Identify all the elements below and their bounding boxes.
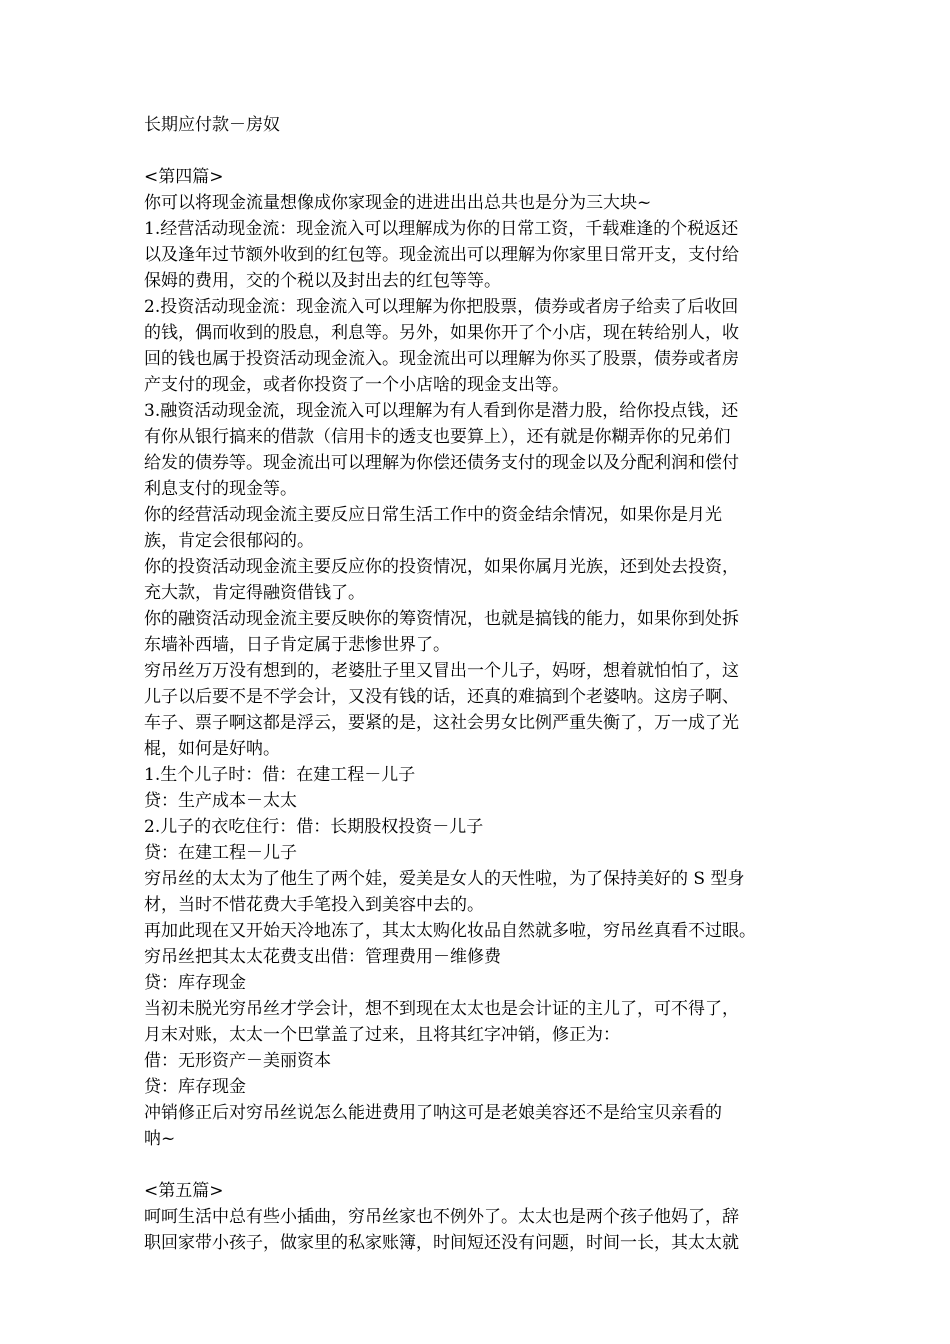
text-line: 借：无形资产－美丽资本 [144, 1051, 331, 1071]
text-line: 以及逢年过节额外收到的红包等。现金流出可以理解为你家里日常开支，支付给 [144, 245, 739, 265]
text-line: 材，当时不惜花费大手笔投入到美容中去的。 [144, 895, 484, 915]
text-line: 贷：库存现金 [144, 1077, 246, 1097]
text-line: 穷吊丝把其太太花费支出借：管理费用－维修费 [144, 947, 501, 967]
text-line: 当初未脱光穷吊丝才学会计，想不到现在太太也是会计证的主儿了，可不得了， [144, 999, 739, 1019]
text-line: 月末对账，太太一个巴掌盖了过来，且将其红字冲销，修正为： [144, 1025, 620, 1045]
text-line: 你的融资活动现金流主要反映你的筹资情况，也就是搞钱的能力，如果你到处拆 [144, 609, 739, 629]
text-line: 你的投资活动现金流主要反应你的投资情况，如果你属月光族，还到处去投资， [144, 557, 739, 577]
document-title: 长期应付款－房奴 [144, 115, 280, 135]
text-line: 东墙补西墙，日子肯定属于悲惨世界了。 [144, 635, 450, 655]
text-line: 有你从银行搞来的借款（信用卡的透支也要算上），还有就是你糊弄你的兄弟们 [144, 427, 731, 447]
text-line: <第四篇> [144, 167, 224, 187]
text-line: 穷吊丝万万没有想到的，老婆肚子里又冒出一个儿子，妈呀，想着就怕怕了，这 [144, 661, 739, 681]
text-line: 1.生个儿子时：借：在建工程－儿子 [144, 765, 416, 785]
text-line: 保姆的费用，交的个税以及封出去的红包等等。 [144, 271, 501, 291]
text-line: 给发的债券等。现金流出可以理解为你偿还债务支付的现金以及分配利润和偿付 [144, 453, 739, 473]
text-line: <第五篇> [144, 1181, 224, 1201]
text-line: 贷：库存现金 [144, 973, 246, 993]
blank-line [144, 138, 814, 164]
blank-line [144, 1152, 814, 1178]
text-line: 产支付的现金，或者你投资了一个小店啥的现金支出等。 [144, 375, 569, 395]
text-line: 你可以将现金流量想像成你家现金的进进出出总共也是分为三大块~ [144, 193, 652, 213]
text-line: 冲销修正后对穷吊丝说怎么能进费用了呐这可是老娘美容还不是给宝贝亲看的 [144, 1103, 722, 1123]
text-line: 棍，如何是好呐。 [144, 739, 280, 759]
text-line: 再加此现在又开始天冷地冻了，其太太购化妆品自然就多啦，穷吊丝真看不过眼。 [144, 921, 756, 941]
text-line: 3.融资活动现金流，现金流入可以理解为有人看到你是潜力股，给你投点钱，还 [144, 401, 739, 421]
text-line: 你的经营活动现金流主要反应日常生活工作中的资金结余情况，如果你是月光 [144, 505, 722, 525]
text-line: 回的钱也属于投资活动现金流入。现金流出可以理解为你买了股票，债券或者房 [144, 349, 739, 369]
text-line: 呵呵生活中总有些小插曲，穷吊丝家也不例外了。太太也是两个孩子他妈了，辞 [144, 1207, 739, 1227]
text-line: 利息支付的现金等。 [144, 479, 297, 499]
text-line: 充大款，肯定得融资借钱了。 [144, 583, 365, 603]
text-line: 职回家带小孩子，做家里的私家账簿，时间短还没有问题，时间一长，其太太就 [144, 1233, 739, 1253]
text-line: 贷：生产成本－太太 [144, 791, 297, 811]
text-line: 的钱，偶而收到的股息，利息等。另外，如果你开了个小店，现在转给别人，收 [144, 323, 739, 343]
text-line: 儿子以后要不是不学会计，又没有钱的话，还真的难搞到个老婆呐。这房子啊、 [144, 687, 739, 707]
text-line: 车子、票子啊这都是浮云，要紧的是，这社会男女比例严重失衡了，万一成了光 [144, 713, 739, 733]
text-line: 2.投资活动现金流：现金流入可以理解为你把股票，债券或者房子给卖了后收回 [144, 297, 739, 317]
document-body [144, 112, 814, 1256]
text-line: 2.儿子的衣吃住行：借：长期股权投资－儿子 [144, 817, 484, 837]
text-line: 族，肯定会很郁闷的。 [144, 531, 314, 551]
text-line: 穷吊丝的太太为了他生了两个娃，爱美是女人的天性啦，为了保持美好的 S 型身 [144, 869, 745, 889]
text-line: 呐~ [144, 1129, 176, 1149]
text-line: 1.经营活动现金流：现金流入可以理解成为你的日常工资，千载难逢的个税返还 [144, 219, 739, 239]
text-line: 贷：在建工程－儿子 [144, 843, 297, 863]
